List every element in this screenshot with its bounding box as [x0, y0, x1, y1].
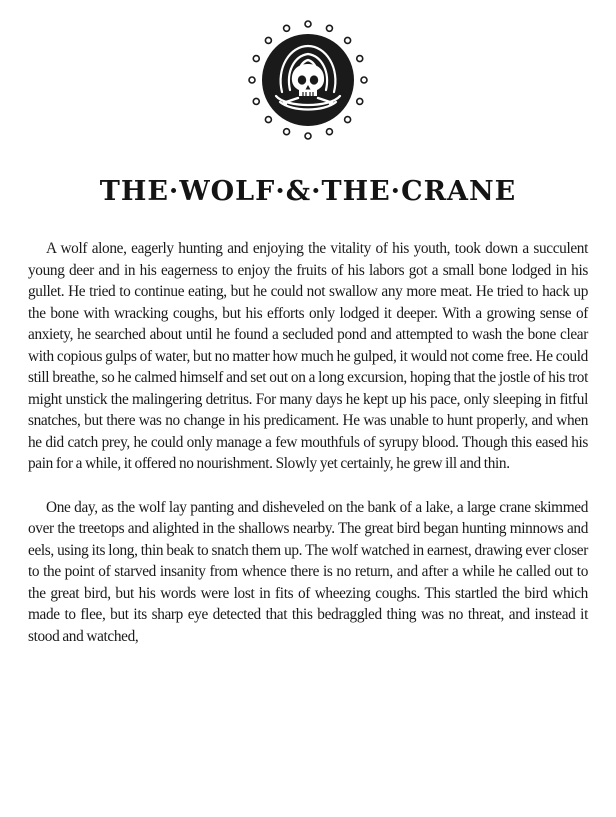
emblem-dot [345, 37, 351, 43]
emblem-dot [326, 129, 332, 135]
emblem-dot [357, 98, 363, 104]
emblem-dot [284, 129, 290, 135]
emblem-dot [253, 98, 259, 104]
paragraph-2: One day, as the wolf lay panting and disheveled on the bank of a lake, a large crane skimmed over the treetops and alighted in the shallows nearby. The great bird began hunting minnows and eels, using its long, thin beak to snatch them up. The wolf watched in earnest, drawing ever closer to the point of starved insanity from whence there is no return, and after a while he called out to the great bird, but his words were lost in fits of wheezing coughs. This startled the bird which made to flee, but its sharp eye detected that this bedraggled thing was no threat, and instead it stood and watched, [28, 498, 588, 645]
emblem-dot [305, 133, 311, 139]
emblem-dot [326, 25, 332, 31]
skull-emblem-icon [246, 18, 370, 142]
paragraph-1: A wolf alone, eagerly hunting and enjoying the vitality of his youth, took down a succulent young deer and in his eagerness to enjoy the fruits of his labors got a small bone lodged in his gullet. He tried to continue eating, but he could not swallow any more meat. He tried to hack up the bone with wracking coughs, but his efforts only lodged it deeper. With a growing sense of anxiety, he searched about until he found a secluded pond and attempted to wash the bone clear with copious gulps of water, but no matter how much he gulped, it would not come free. He could still breathe, so he calmed himself and set out on a long excursion, hoping that the jostle of his trot might unstick the malingering detritus. For many days he kept up his pace, only sleeping in fitful snatches, but there was no change in his predicament. He was unable to hunt properly, and when he did catch prey, he could only manage a few mouthfuls of syrupy blood. Though this eased his pain for a while, it offered no nourishment. Slowly yet certainly, he grew ill and thin. [28, 240, 588, 472]
emblem-dot [284, 25, 290, 31]
emblem-dot [265, 37, 271, 43]
emblem-dot [357, 56, 363, 62]
emblem-dot [249, 77, 255, 83]
story-title: THE·WOLF·&·THE·CRANE [99, 176, 517, 207]
story-body [28, 238, 588, 647]
emblem-dot [305, 21, 311, 27]
emblem-dot [265, 117, 271, 123]
emblem-dot [345, 117, 351, 123]
emblem-dot [361, 77, 367, 83]
emblem-dot [253, 56, 259, 62]
